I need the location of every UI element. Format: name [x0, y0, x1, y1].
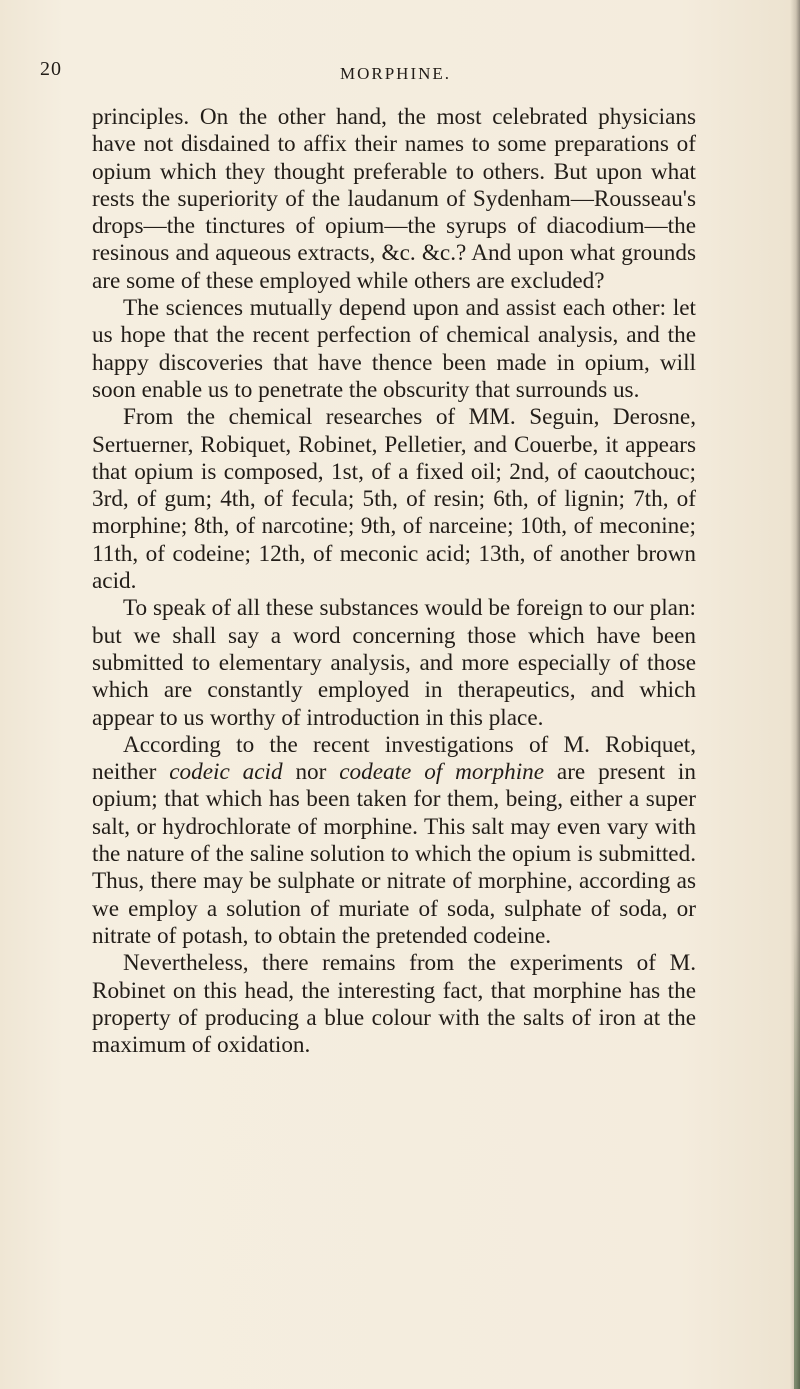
paragraph-sciences: The sciences mutually depend upon and assist each other: let us hope that the recent perfection of chemical analysis, and the happy discoveries that have thence been made in opium, will soon enable us to penetrate the obscurity that surrounds us. [92, 295, 696, 403]
paragraph-composition: From the chemical researches of MM. Seguin, Derosne, Sertuerner, Robiquet, Robinet, Pelletier, and Couerbe, it appears that opium is composed, 1st, of a fixed oil; 2nd, of caoutchouc; 3rd, of gum; 4th, of fecula; 5th, of resin; 6th, of lignin; 7th, of morphine; 8th, of narcotine; 9th, of narceine; 10th, of meconine; 11th, of codeine; 12th, of meconic acid; 13th, of another brown acid. [92, 404, 696, 595]
body-text [92, 104, 696, 1059]
italic-term: codeate of morphine [339, 759, 545, 786]
paragraph-robinet: Nevertheless, there remains from the experiments of M. Robinet on this head, the interesting fact, that morphine has the property of producing a blue colour with the salts of iron at the maximum of oxidation. [92, 950, 696, 1059]
paragraph-robiquet [92, 732, 696, 950]
page-number: 20 [40, 58, 62, 80]
paragraph-continued: principles. On the other hand, the most celebrated physicians have not disdained to affix their names to some preparations of opium which they thought preferable to others. But upon what rests the superiority of the laudanum of Sydenham—Rousseau's drops—the tinctures of opium—the syrups of diacodium—the resinous and aqueous extracts, &c. &c.? And upon what grounds are some of these employed while others are excluded? [92, 104, 696, 294]
italic-term: codeic acid [169, 759, 283, 786]
page-header [40, 58, 720, 92]
page-edge-stain [794, 929, 800, 1389]
paragraph-substances: To speak of all these substances would be foreign to our plan: but we shall say a word concerning those which have been submitted to elementary analysis, and more especially of those which are constantly employed in therapeutics, and which appear to us worthy of introduction in this place. [92, 595, 696, 731]
text-segment: According to the recent investigations of M. Robiquet, neither [92, 731, 696, 786]
running-head: MORPHINE. [340, 64, 452, 83]
text-segment: are present in opium; that which has been taken for them, being, either a super salt, or hydrochlorate of morphine. This salt may even vary with the nature of the saline solution to which the opium is submitted. Thus, there may be sulphate or nitrate of morphine, according as we employ a solution of muriate of soda, sulphate of soda, or nitrate of potash, to obtain the pretended codeine. [92, 759, 696, 949]
text-segment: nor [282, 759, 340, 786]
